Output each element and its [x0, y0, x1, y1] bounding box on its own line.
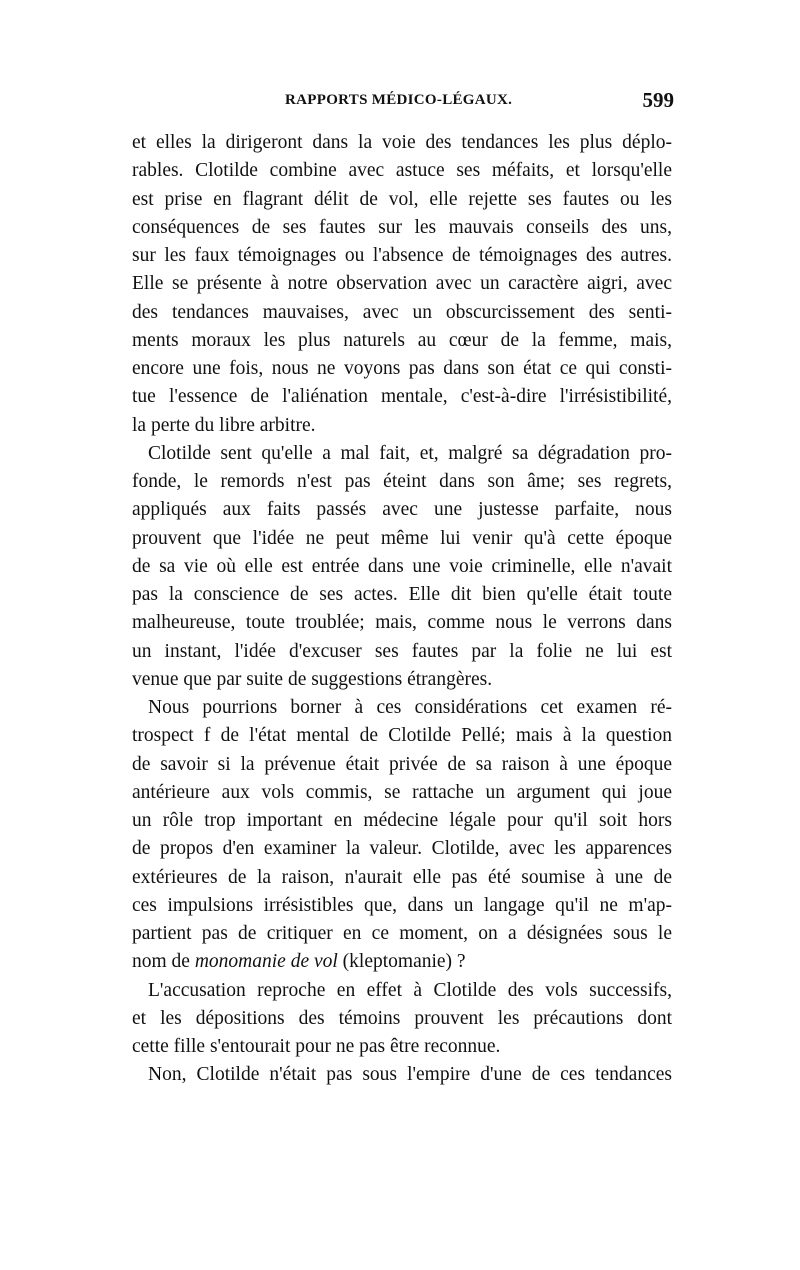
text-line: pas la conscience de ses actes. Elle dit bien qu'elle était toute [132, 584, 672, 605]
text-line: ments moraux les plus naturels au cœur de la femme, mais, [132, 329, 672, 351]
text-line: appliqués aux faits passés avec une justesse parfaite, nous [132, 499, 672, 521]
text-line: et les dépositions des témoins prouvent les précautions dont [132, 1007, 672, 1029]
text-line: de propos d'en examiner la valeur. Clotilde, avec les apparences [132, 838, 672, 860]
text-line: malheureuse, toute troublée; mais, comme nous le verrons dans [132, 612, 672, 634]
text-line: sur les faux témoignages ou l'absence de témoignages des autres. [132, 245, 672, 266]
text-line: venue que par suite de suggestions étrangères. [132, 668, 493, 690]
text-line: Clotilde sent qu'elle a mal fait, et, malgré sa dégradation pro- [148, 442, 672, 464]
text-line: partient pas de critiquer en ce moment, on a désignées sous le [132, 923, 672, 944]
text-line: cette fille s'entourait pour ne pas être reconnue. [132, 1036, 501, 1057]
text-line: la perte du libre arbitre. [132, 414, 316, 436]
text-line: tue l'essence de l'aliénation mentale, c'est-à-dire l'irrésistibilité, [132, 386, 672, 408]
text-line: extérieures de la raison, n'aurait elle pas été soumise à une de [132, 866, 672, 888]
text-line-mixed [132, 948, 672, 976]
text-line: fonde, le remords n'est pas éteint dans son âme; ses regrets, [132, 471, 672, 492]
text-line: prouvent que l'idée ne peut même lui venir qu'à cette époque [132, 527, 672, 549]
text-line: encore une fois, nous ne voyons pas dans son état ce qui consti- [132, 358, 672, 379]
text-line: L'accusation reproche en effet à Clotilde des vols successifs, [148, 979, 672, 1001]
running-head [130, 90, 674, 120]
text-line: un instant, l'idée d'excuser ses fautes par la folie ne lui est [132, 640, 672, 662]
text-line: Elle se présente à notre observation avec un caractère aigri, avec [132, 273, 672, 295]
text-line: de savoir si la prévenue était privée de sa raison à une époque [132, 753, 672, 775]
text-line: des tendances mauvaises, avec un obscurcissement des senti- [132, 301, 672, 323]
text-line: un rôle trop important en médecine légale pour qu'il soit hors [132, 810, 672, 831]
page-number: 599 [642, 88, 674, 112]
text-line: Nous pourrions borner à ces considérations cet examen ré- [148, 697, 672, 718]
text-line: de sa vie où elle est entrée dans une voie criminelle, elle n'avait [132, 555, 672, 577]
text-line: trospect f de l'état mental de Clotilde Pellé; mais à la question [132, 725, 672, 747]
italic-term: monomanie de vol [194, 951, 338, 973]
text-line: Non, Clotilde n'était pas sous l'empire d'une de ces tendances [148, 1064, 672, 1086]
text-line: ces impulsions irrésistibles que, dans un langage qu'il ne m'ap- [132, 894, 672, 916]
text-line: est prise en flagrant délit de vol, elle rejette ses fautes ou les [132, 188, 672, 210]
text-run: nom de [132, 951, 195, 973]
text-line: conséquences de ses fautes sur les mauvais conseils des uns, [132, 216, 672, 238]
body-text [132, 129, 672, 1090]
text-run: (kleptomanie) ? [337, 951, 466, 973]
running-title: RAPPORTS MÉDICO-LÉGAUX. [285, 92, 513, 108]
text-line: rables. Clotilde combine avec astuce ses méfaits, et lorsqu'elle [132, 160, 672, 182]
text-line: et elles la dirigeront dans la voie des tendances les plus déplo- [132, 132, 672, 153]
text-line: antérieure aux vols commis, se rattache un argument qui joue [132, 781, 672, 803]
